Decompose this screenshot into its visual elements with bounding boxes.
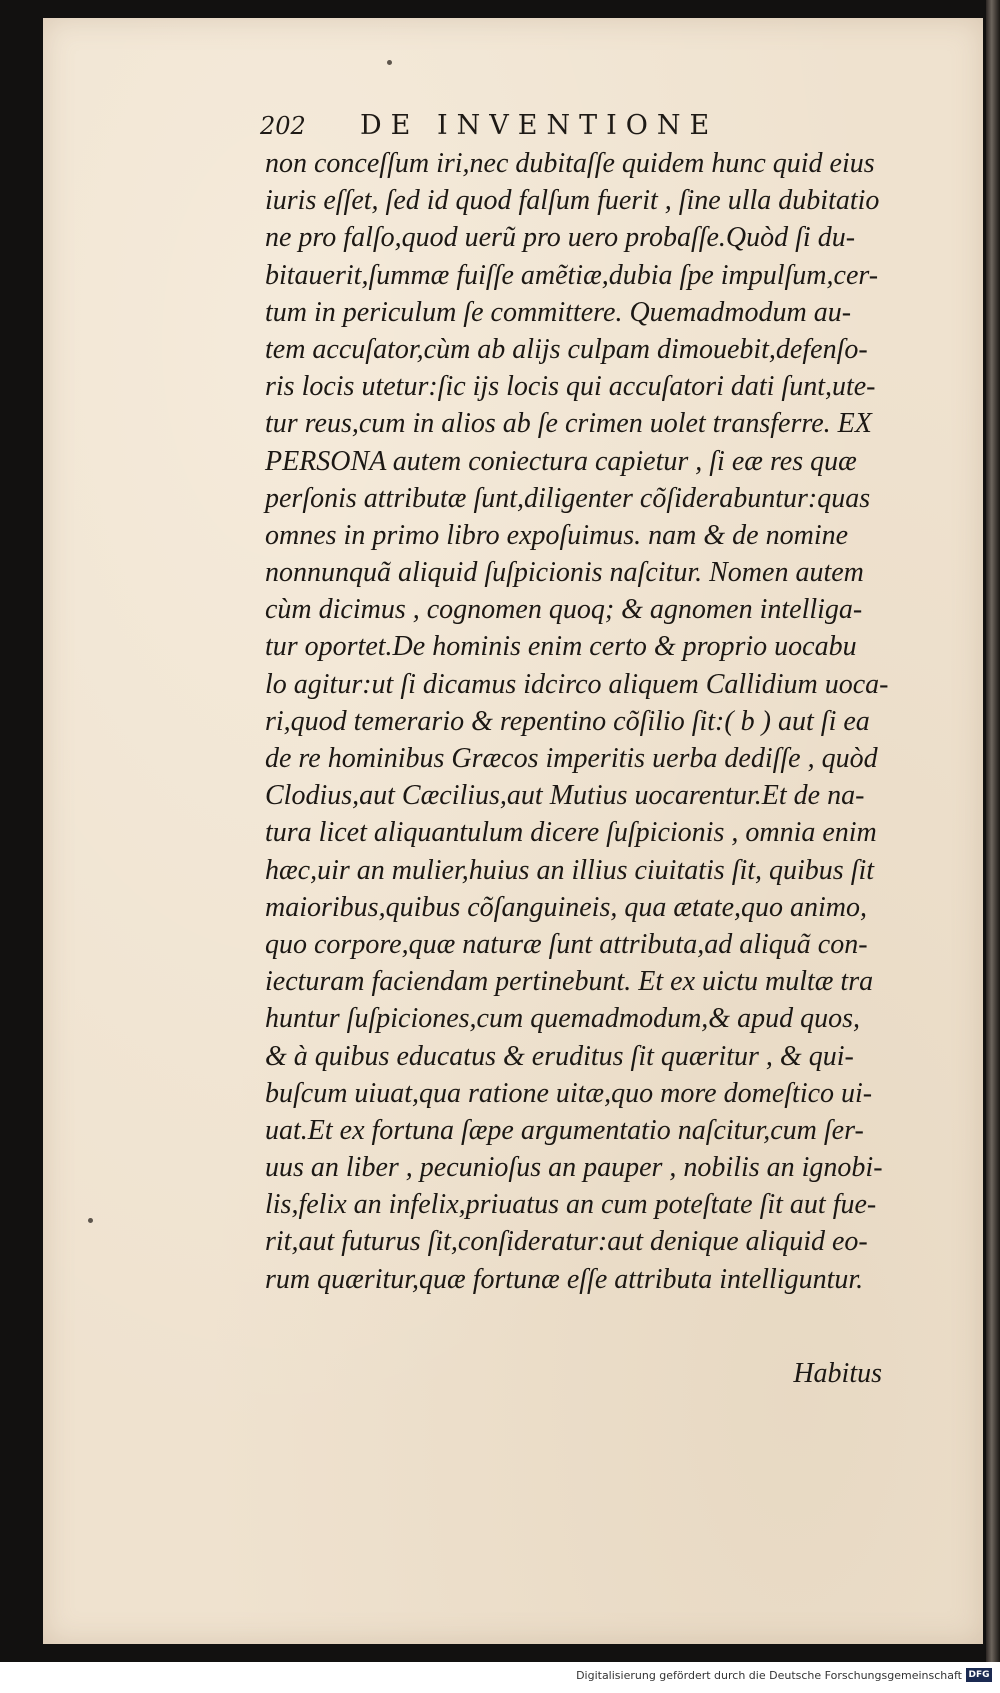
text-line: ri,quod temerario & repentino cõſilio ſit:( b ) aut ſi ea [265,705,870,737]
text-line: buſcum uiuat,qua ratione uitæ,quo more domeſtico ui- [265,1077,873,1109]
text-line: tem accuſator,cùm ab alijs culpam dimouebit,defenſo- [265,333,868,365]
text-line: rum quæritur,quæ fortunæ eſſe attributa intelliguntur. [265,1263,864,1295]
text-line: non conceſſum iri,nec dubitaſſe quidem hunc quid eius [265,148,875,179]
funding-credit: Digitalisierung gefördert durch die Deutsche Forschungsgemeinschaft [576,1669,962,1682]
text-line: PERSONA autem coniectura capietur , ſi eæ res quæ [265,445,857,477]
dfg-logo: DFG [966,1668,992,1682]
text-line: cùm dicimus , cognomen quoq; & agnomen intelliga- [265,594,863,626]
text-line: omnes in primo libro expoſuimus. nam & de nomine [265,519,849,551]
page-number: 202 [260,112,306,140]
ink-speck [88,1218,93,1223]
text-line: maioribus,quibus cõſanguineis, qua ætate,quo animo, [265,891,867,923]
text-line: ris locis utetur:ſic ijs locis qui accuſatori dati ſunt,ute- [265,371,876,403]
text-line: tura licet aliquantulum dicere ſuſpicionis , omnia enim [265,817,877,849]
text-line: tur reus,cum in alios ab ſe crimen uolet transferre. EX [265,408,872,440]
text-line: huntur ſuſpiciones,cum quemadmodum,& apud quos, [265,1003,860,1035]
text-line: ne pro falſo,quod uerũ pro uero probaſſe.Quòd ſi du- [265,222,856,254]
book-edge [986,0,1000,1662]
running-title: DE INVENTIONE [360,110,719,141]
text-line: uus an liber , pecunioſus an pauper , nobilis an ignobi- [265,1152,883,1184]
text-line: perſonis attributæ ſunt,diligenter cõſiderabuntur:quas [265,482,871,514]
ink-speck [387,60,392,65]
text-line: lis,felix an infelix,priuatus an cum poteſtate ſit aut fue- [265,1189,877,1221]
text-line: lo agitur:ut ſi dicamus idcirco aliquem Callidium uoca- [265,668,889,700]
text-line: hæc,uir an mulier,huius an illius ciuitatis ſit, quibus ſit [265,854,875,886]
text-line: Clodius,aut Cæcilius,aut Mutius uocarentur.Et de na- [265,780,865,812]
text-line: nonnunquã aliquid ſuſpicionis naſcitur. Nomen autem [265,557,864,589]
body-text [265,145,925,1298]
text-line: quo corpore,quæ naturæ ſunt attributa,ad aliquã con- [265,928,868,960]
text-line: iuris eſſet, ſed id quod falſum fuerit , ſine ulla dubitatio [265,185,880,217]
text-line: rit,aut futurus ſit,conſideratur:aut denique aliquid eo- [265,1226,868,1258]
text-line: bitauerit,ſummæ fuiſſe amẽtiæ,dubia ſpe impulſum,cer- [265,259,879,291]
text-line: uat.Et ex fortuna ſæpe argumentatio naſcitur,cum ſer- [265,1114,864,1146]
catchword: Habitus [793,1358,882,1389]
text-line: tur oportet.De hominis enim certo & proprio uocabu [265,631,857,663]
text-line: tum in periculum ſe committere. Quemadmodum au- [265,296,852,328]
text-line: & à quibus educatus & eruditus ſit quæritur , & qui- [265,1040,854,1072]
text-line: de re hominibus Græcos imperitis uerba dediſſe , quòd [265,743,878,774]
text-line: iecturam faciendam pertinebunt. Et ex uictu multæ tra [265,966,874,998]
running-header [260,110,718,141]
